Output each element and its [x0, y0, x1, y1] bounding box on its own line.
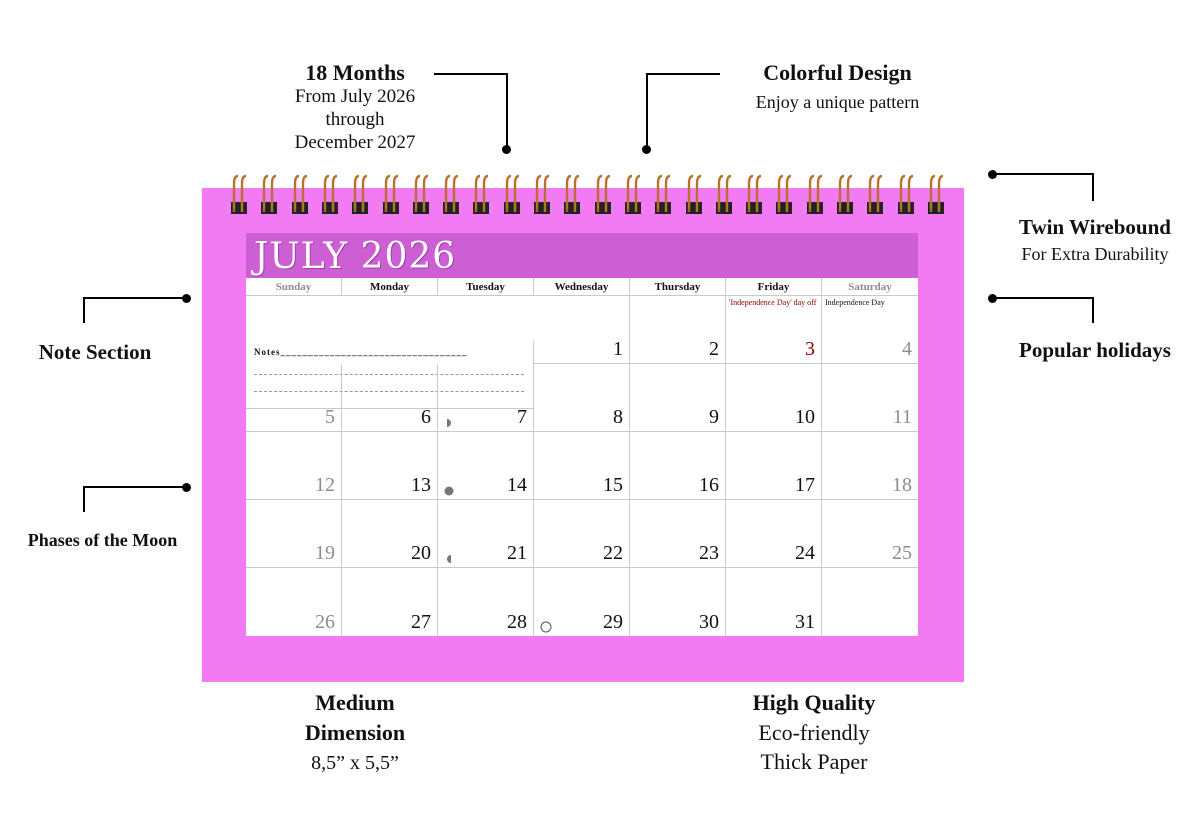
wire-coil	[503, 172, 521, 216]
day-cell[interactable]	[246, 432, 342, 500]
wire-coil	[472, 172, 490, 216]
callout-moon	[5, 530, 200, 552]
wire-coil	[594, 172, 612, 216]
callout-months	[255, 60, 455, 155]
day-number: 27	[411, 611, 431, 633]
wire-coil	[927, 172, 945, 216]
wire-coil	[533, 172, 551, 216]
day-cell[interactable]	[342, 364, 438, 432]
day-number: 7	[517, 406, 527, 428]
day-number: 2	[709, 338, 719, 360]
callout-quality-line2: Thick Paper	[760, 748, 868, 774]
wire-coil	[866, 172, 884, 216]
day-cell[interactable]	[534, 568, 630, 636]
callout-quality-line1: Eco-friendly	[758, 720, 870, 746]
callout-quality	[714, 690, 914, 775]
wire-coil	[412, 172, 430, 216]
connector-line	[992, 173, 1094, 175]
wire-coil	[897, 172, 915, 216]
day-cell[interactable]	[630, 296, 726, 364]
day-cell[interactable]	[630, 364, 726, 432]
day-number: 26	[315, 611, 335, 633]
weekday-header: Saturday	[822, 278, 918, 296]
weekday-header: Friday	[726, 278, 822, 296]
callout-moon-title: Phases of the Moon	[27, 530, 178, 550]
connector-line	[83, 297, 185, 299]
day-number: 20	[411, 542, 431, 564]
wire-coil	[291, 172, 309, 216]
day-cell[interactable]	[534, 364, 630, 432]
weekday-header: Sunday	[246, 278, 342, 296]
wire-coil	[563, 172, 581, 216]
full-moon-icon	[540, 620, 550, 630]
callout-holidays	[995, 338, 1195, 363]
day-cell[interactable]	[438, 568, 534, 636]
connector-line	[83, 486, 85, 512]
day-cell[interactable]	[726, 500, 822, 568]
last-quarter-icon	[444, 415, 454, 425]
day-cell[interactable]	[342, 500, 438, 568]
day-cell[interactable]	[342, 568, 438, 636]
connector-line	[434, 73, 508, 75]
day-number: 25	[892, 542, 912, 564]
day-number: 4	[902, 338, 912, 360]
wire-coil	[685, 172, 703, 216]
holiday-label: Independence Day	[825, 298, 885, 307]
callout-colorful-sub: Enjoy a unique pattern	[755, 92, 920, 113]
day-cell[interactable]	[822, 432, 918, 500]
day-cell[interactable]	[342, 432, 438, 500]
connector-line	[992, 297, 1094, 299]
day-cell[interactable]	[630, 500, 726, 568]
day-number: 31	[795, 611, 815, 633]
wire-coil	[624, 172, 642, 216]
day-cell[interactable]	[726, 364, 822, 432]
callout-twin-title: Twin Wirebound	[1019, 215, 1171, 239]
weekday-header: Tuesday	[438, 278, 534, 296]
wire-coil	[775, 172, 793, 216]
day-number: 29	[603, 611, 623, 633]
day-number: 23	[699, 542, 719, 564]
first-quarter-icon	[444, 551, 454, 561]
day-cell[interactable]	[630, 568, 726, 636]
connector-line	[1092, 297, 1094, 323]
day-cell[interactable]	[246, 364, 342, 432]
day-cell[interactable]	[534, 500, 630, 568]
day-cell[interactable]	[438, 364, 534, 432]
connector-dot	[182, 294, 191, 303]
wire-coil	[806, 172, 824, 216]
day-cell[interactable]	[726, 568, 822, 636]
callout-holidays-title: Popular holidays	[1019, 338, 1171, 362]
month-title: JULY 2026	[254, 236, 457, 277]
callout-colorful-title: Colorful Design	[763, 60, 912, 85]
weekday-header: Wednesday	[534, 278, 630, 296]
day-number: 21	[507, 542, 527, 564]
wire-coil	[321, 172, 339, 216]
callout-twin-sub: For Extra Durability	[1021, 244, 1169, 265]
callout-medium	[255, 690, 455, 775]
day-cell[interactable]	[534, 296, 630, 364]
day-cell[interactable]	[246, 500, 342, 568]
day-cell[interactable]	[726, 432, 822, 500]
day-number: 28	[507, 611, 527, 633]
wire-coil	[230, 172, 248, 216]
connector-line	[83, 486, 185, 488]
wire-coil	[442, 172, 460, 216]
day-number: 9	[709, 406, 719, 428]
day-number: 18	[892, 474, 912, 496]
connector-line	[83, 297, 85, 323]
day-number: 13	[411, 474, 431, 496]
day-number: 11	[892, 406, 912, 428]
callout-medium-line1: Medium	[315, 690, 395, 715]
new-moon-icon	[444, 483, 454, 493]
callout-medium-line2: Dimension	[304, 720, 406, 746]
connector-line	[646, 73, 648, 149]
day-cell[interactable]	[822, 500, 918, 568]
day-number: 19	[315, 542, 335, 564]
day-cell[interactable]	[726, 296, 822, 364]
callout-colorful	[720, 60, 955, 114]
day-number: 30	[699, 611, 719, 633]
callout-months-line1: From July 2026	[294, 86, 416, 108]
callout-months-line3: December 2027	[294, 131, 416, 153]
weekday-header: Monday	[342, 278, 438, 296]
callout-medium-sub: 8,5” x 5,5”	[311, 751, 399, 774]
weekday-header: Thursday	[630, 278, 726, 296]
calendar-page	[246, 233, 918, 636]
day-cell[interactable]	[534, 432, 630, 500]
day-cell[interactable]	[438, 432, 534, 500]
day-cell[interactable]	[630, 432, 726, 500]
callout-months-title: 18 Months	[305, 60, 405, 85]
day-number: 5	[325, 406, 335, 428]
twin-wire-binding	[230, 172, 950, 216]
callout-note-title: Note Section	[38, 340, 152, 364]
day-number: 24	[795, 542, 815, 564]
connector-dot	[182, 483, 191, 492]
wire-coil	[745, 172, 763, 216]
callout-quality-title: High Quality	[752, 690, 876, 715]
wire-coil	[260, 172, 278, 216]
connector-dot	[502, 145, 511, 154]
day-number: 14	[507, 474, 527, 496]
callout-months-line2: through	[325, 109, 385, 131]
connector-line	[1092, 173, 1094, 201]
connector-line	[506, 73, 508, 149]
day-number: 15	[603, 474, 623, 496]
wire-coil	[654, 172, 672, 216]
wire-coil	[715, 172, 733, 216]
day-cell[interactable]	[246, 568, 342, 636]
callout-twin-wire	[995, 215, 1195, 266]
day-number: 3	[805, 338, 815, 360]
callout-note-section	[10, 340, 180, 365]
day-cell[interactable]	[822, 568, 918, 636]
wire-coil	[836, 172, 854, 216]
wire-coil	[382, 172, 400, 216]
day-number: 22	[603, 542, 623, 564]
wire-coil	[351, 172, 369, 216]
day-cell[interactable]	[438, 500, 534, 568]
day-cell[interactable]	[822, 296, 918, 364]
holiday-label: 'Independence Day' day off	[729, 298, 817, 307]
day-number: 6	[421, 406, 431, 428]
day-number: 17	[795, 474, 815, 496]
connector-dot	[642, 145, 651, 154]
notes-label: Notes__________________________________	[254, 347, 468, 357]
month-header	[246, 233, 918, 278]
calendar-grid	[246, 278, 918, 636]
day-number: 8	[613, 406, 623, 428]
day-cell[interactable]	[822, 364, 918, 432]
day-number: 1	[613, 338, 623, 360]
day-number: 16	[699, 474, 719, 496]
connector-line	[646, 73, 720, 75]
day-number: 10	[795, 406, 815, 428]
day-number: 12	[315, 474, 335, 496]
